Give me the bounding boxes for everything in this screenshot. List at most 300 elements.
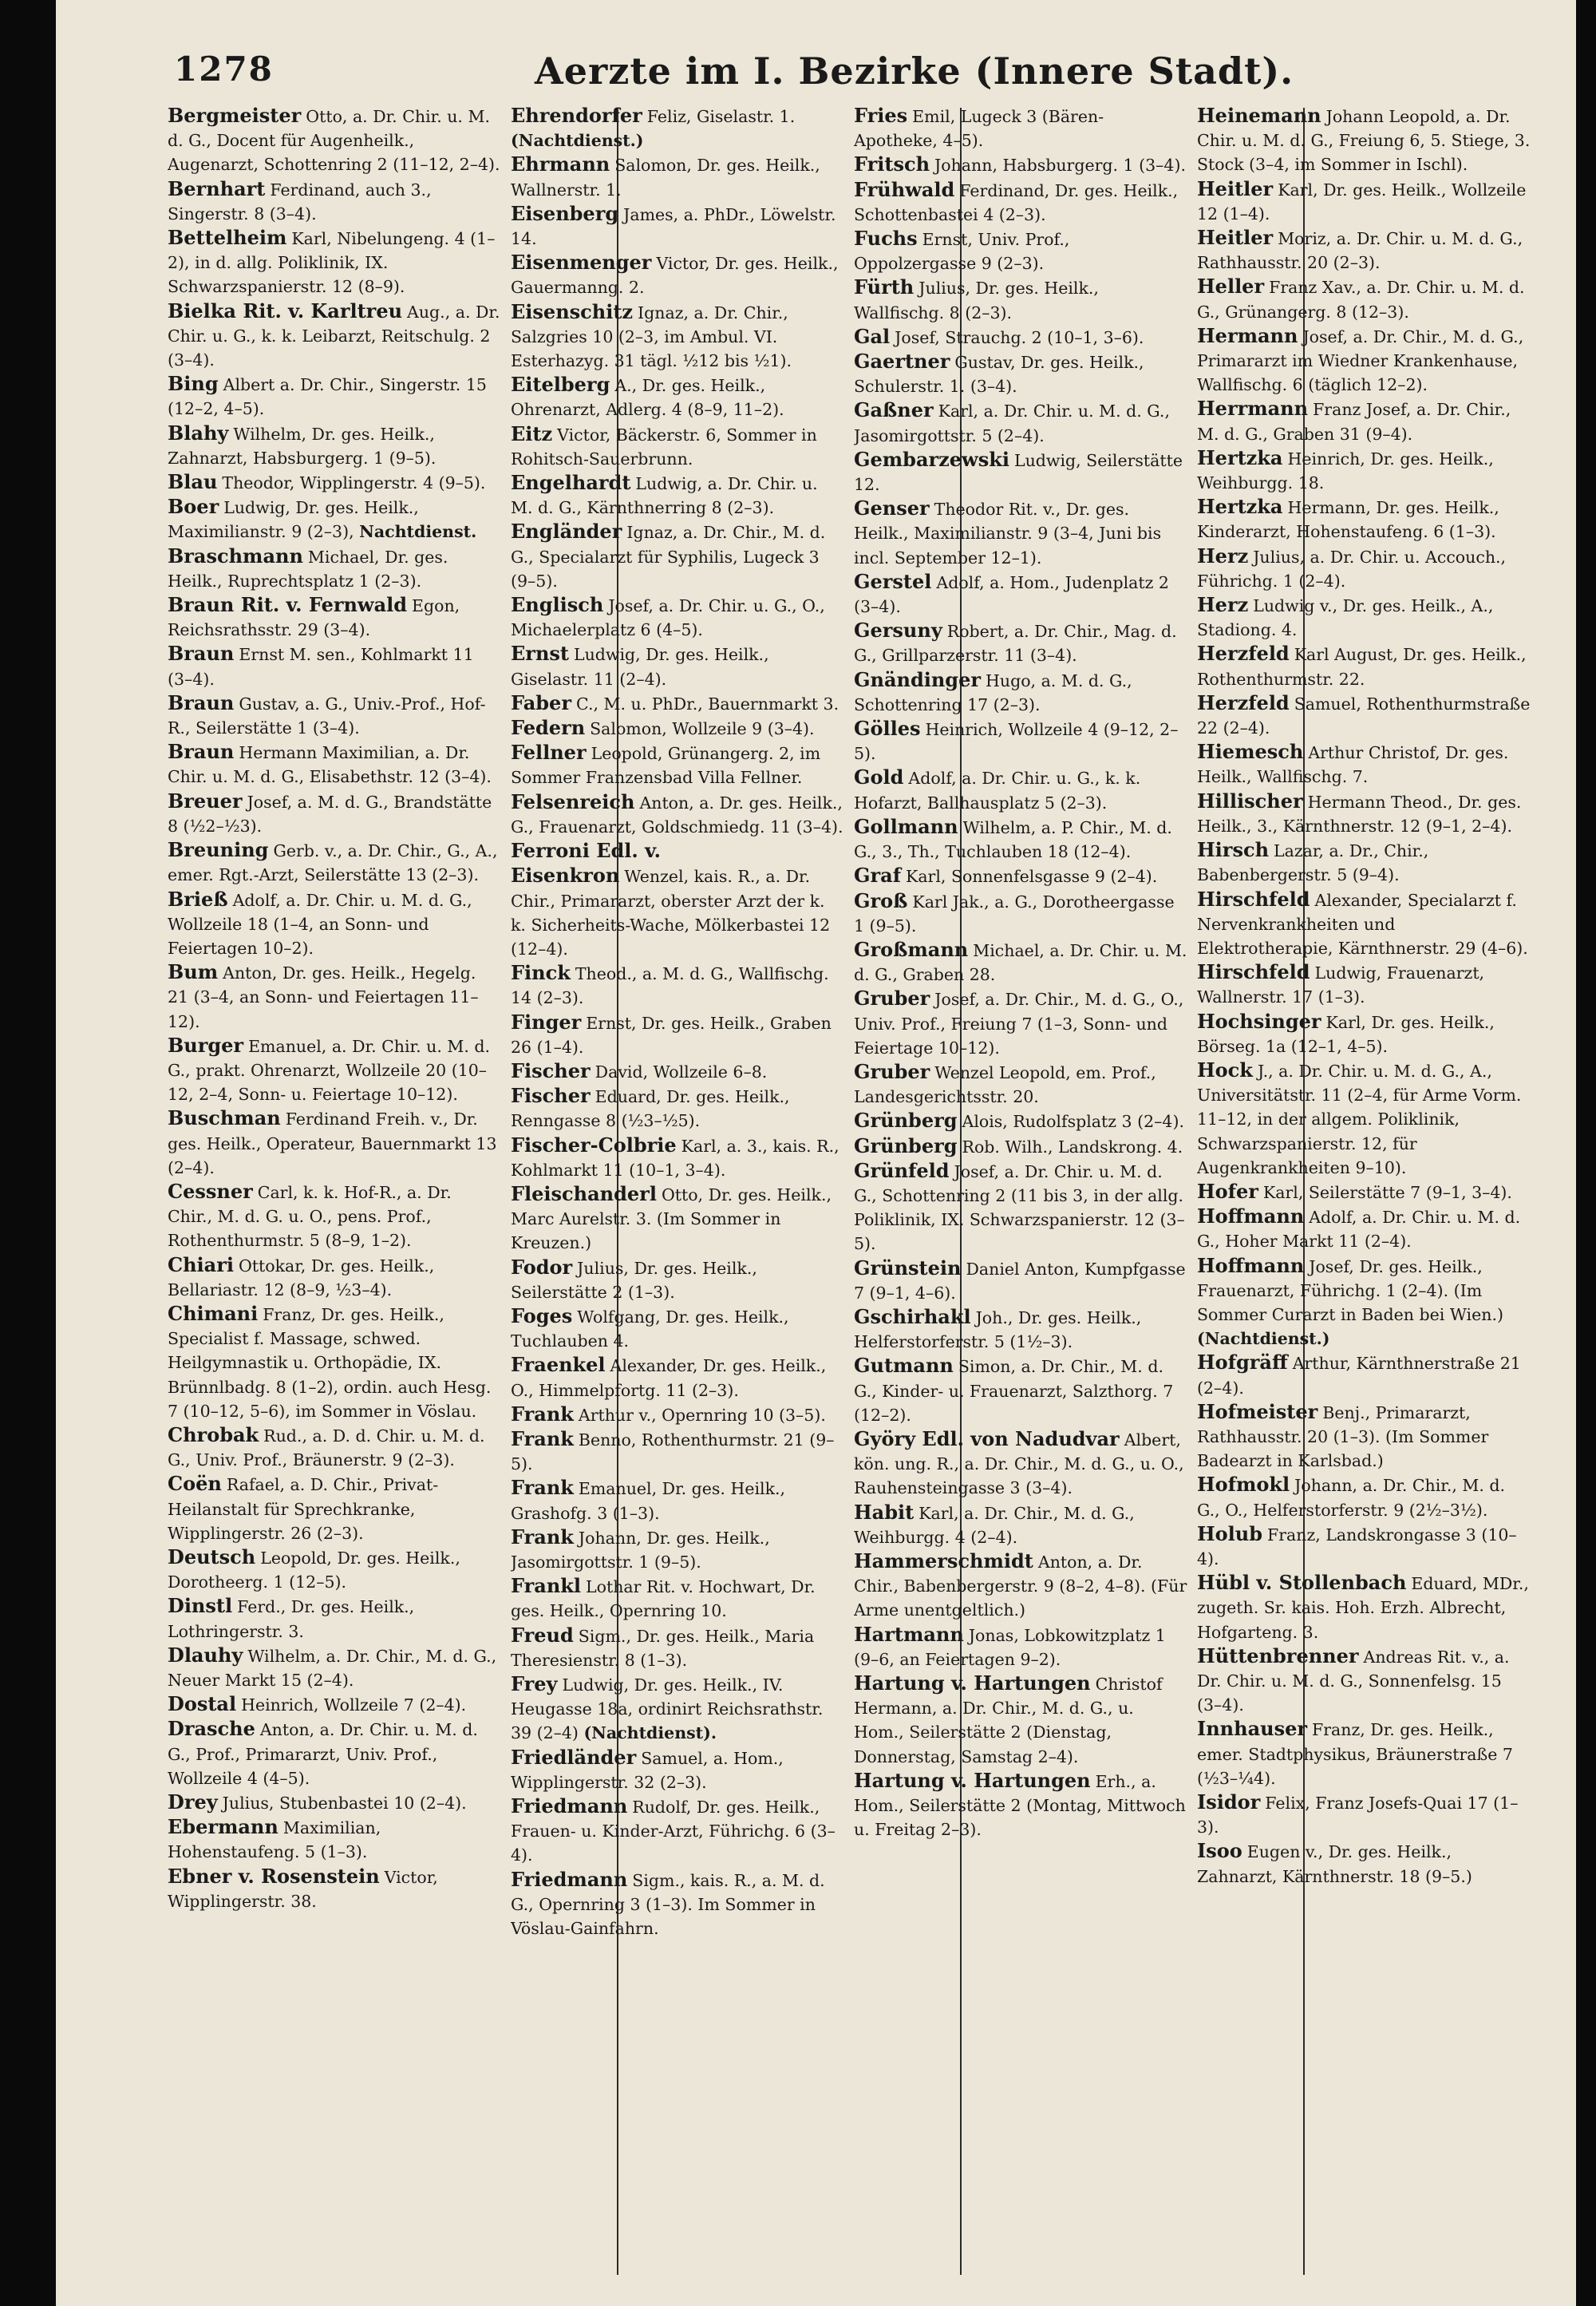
entry-details: Karl, Dr. ges. Heilk., Börseg. 1a (12–1, 4–5). xyxy=(1197,1012,1495,1056)
entry-details: Lazar, a. Dr., Chir., Babenbergerstr. 5 (9–4). xyxy=(1197,841,1429,885)
directory-entry xyxy=(1197,1571,1531,1644)
directory-entry xyxy=(168,421,501,470)
entry-surname: Heinemann xyxy=(1197,104,1321,127)
entry-details: J., a. Dr. Chir. u. M. d. G., A., Universitätstr. 11 (2–4, für Arme Vorm. 11–12, in der allgem. Poliklinik, Schwarzspanierstr. 12, für Augenkrankheiten 9–10). xyxy=(1197,1061,1522,1177)
entry-surname: Grünberg xyxy=(854,1133,958,1157)
directory-entry xyxy=(1197,1790,1531,1839)
directory-entry xyxy=(511,520,844,593)
entry-surname: Hartmann xyxy=(854,1622,964,1646)
directory-entry xyxy=(1197,1839,1531,1888)
directory-entry xyxy=(854,1427,1187,1501)
directory-entry xyxy=(511,1182,844,1256)
entry-surname: Hertzka xyxy=(1197,495,1283,519)
directory-entry xyxy=(511,422,844,471)
column-3 xyxy=(854,104,1187,2291)
entry-surname: Engländer xyxy=(511,520,622,544)
entry-surname: Hertzka xyxy=(1197,445,1283,469)
directory-entry xyxy=(511,1672,844,1746)
directory-entry xyxy=(511,593,844,642)
directory-entry xyxy=(168,1790,501,1815)
directory-entry xyxy=(511,104,844,152)
entry-surname: Györy Edl. von Nadudvar xyxy=(854,1426,1120,1450)
entry-surname: Finck xyxy=(511,961,571,985)
entry-surname: Ferroni Edl. v. Eisenkron xyxy=(511,839,662,888)
directory-entry xyxy=(854,1060,1187,1109)
entry-details: Sigm., Dr. ges. Heilk., Maria Theresienstr. 8 (1–3). xyxy=(511,1626,815,1670)
entry-details: Karl, a. Dr. Chir. u. M. d. G., Jasomirgottstr. 5 (2–4). xyxy=(854,401,1170,445)
entry-details: Wenzel Leopold, em. Prof., Landesgerichtsstr. 20. xyxy=(854,1062,1156,1107)
directory-entry xyxy=(854,1134,1187,1159)
entry-surname: Coën xyxy=(168,1472,222,1496)
directory-entry xyxy=(168,1472,501,1545)
entry-surname: Fodor xyxy=(511,1255,573,1279)
entry-details: Karl, Dr. ges. Heilk., Wollzeile 12 (1–4). xyxy=(1197,180,1527,223)
entry-details: Karl August, Dr. ges. Heilk., Rothenthurmstr. 22. xyxy=(1197,645,1527,689)
entry-details: Robert, a. Dr. Chir., Mag. d. G., Grillparzerstr. 11 (3–4). xyxy=(854,622,1177,666)
directory-entry xyxy=(168,838,501,887)
directory-entry xyxy=(854,570,1187,619)
entry-surname: Ehrendorfer xyxy=(511,104,642,127)
entry-surname: Großmann xyxy=(854,937,969,961)
directory-entry xyxy=(511,716,844,741)
directory-entry xyxy=(1197,740,1531,789)
entry-surname: Hüttenbrenner xyxy=(1197,1643,1359,1667)
entry-details: Ernst M. sen., Kohlmarkt 11 (3–4). xyxy=(168,645,474,689)
directory-entry xyxy=(854,668,1187,717)
entry-surname: Hillischer xyxy=(1197,789,1303,813)
directory-entry xyxy=(168,888,501,961)
entry-details: Victor, Bäckerstr. 6, Sommer in Rohitsch-Sauerbrunn. xyxy=(511,425,817,469)
entry-details: Ignaz, a. Dr. Chir., M. d. G., Specialarzt für Syphilis, Lugeck 3 (9–5). xyxy=(511,523,826,591)
entry-surname: Freud xyxy=(511,1623,574,1647)
entry-surname: Hofmeister xyxy=(1197,1399,1318,1423)
directory-entry xyxy=(854,1671,1187,1769)
entry-surname: Braun xyxy=(168,642,235,666)
directory-entry xyxy=(511,1402,844,1427)
directory-entry xyxy=(511,1059,844,1084)
directory-entry xyxy=(1197,1351,1531,1399)
directory-entry xyxy=(511,1794,844,1868)
entry-surname: Herz xyxy=(1197,544,1249,568)
entry-details: Hermann Theod., Dr. ges. Heilk., 3., Kärnthnerstr. 12 (9–1, 2–4). xyxy=(1197,792,1522,836)
entry-night-service: (Nachtdienst.) xyxy=(1197,1329,1330,1349)
directory-entry xyxy=(168,1717,501,1790)
directory-entry xyxy=(168,1034,501,1107)
directory-entry xyxy=(854,938,1187,987)
directory-entry xyxy=(1197,1204,1531,1253)
entry-details: Ferd., Dr. ges. Heilk., Lothringerstr. 3. xyxy=(168,1597,415,1641)
entry-details: Ludwig v., Dr. ges. Heilk., A., Stadiong. 4. xyxy=(1197,596,1494,640)
entry-surname: Hochsinger xyxy=(1197,1009,1321,1033)
directory-entry xyxy=(168,1423,501,1472)
entry-surname: Eitz xyxy=(511,421,553,445)
entry-surname: Fraenkel xyxy=(511,1353,606,1377)
entry-details: Franz, Landskrongasse 3 (10–4). xyxy=(1197,1525,1517,1568)
entry-surname: Fries xyxy=(854,104,908,127)
page-header xyxy=(56,49,1576,105)
entry-details: Sigm., kais. R., a. M. d. G., Opernring 3 (1–3). Im Sommer in Vöslau-Gainfahrn. xyxy=(511,1870,825,1939)
directory-entry xyxy=(854,1354,1187,1427)
entry-surname: Braun Rit. v. Fernwald xyxy=(168,593,408,617)
entry-details: Emanuel, a. Dr. Chir. u. M. d. G., prakt. Ohrenarzt, Wollzeile 20 (10–12, 2–4, Sonn- u. Feiertage 10–12). xyxy=(168,1036,491,1105)
directory-entry xyxy=(511,1133,844,1182)
column-2 xyxy=(511,104,844,2291)
entry-details: Samuel, Rothenthurmstraße 22 (2–4). xyxy=(1197,694,1531,738)
entry-details: A., Dr. ges. Heilk., Ohrenarzt, Adlerg. 4 (8–9, 11–2). xyxy=(511,376,784,420)
directory-entry xyxy=(854,1769,1187,1842)
entry-surname: Bing xyxy=(168,372,219,396)
entry-details: David, Wollzeile 6–8. xyxy=(595,1062,768,1082)
entry-details: Salomon, Wollzeile 9 (3–4). xyxy=(590,719,815,739)
entry-surname: Hübl v. Stollenbach xyxy=(1197,1571,1407,1595)
entry-surname: Gaßner xyxy=(854,398,934,422)
directory-entry xyxy=(854,717,1187,765)
entry-surname: Hammerschmidt xyxy=(854,1549,1033,1572)
entry-details: Wilhelm, Dr. ges. Heilk., Zahnarzt, Habsburgerg. 1 (9–5). xyxy=(168,424,437,468)
entry-details: Lothar Rit. v. Hochwart, Dr. ges. Heilk., Opernring 10. xyxy=(511,1577,816,1621)
entry-details: Karl, a. Dr. Chir., M. d. G., Weihburgg. 4 (2–4). xyxy=(854,1503,1135,1547)
directory-entry xyxy=(511,300,844,374)
entry-surname: Frankl xyxy=(511,1574,582,1598)
page-title: Aerzte im I. Bezirke (Innere Stadt). xyxy=(535,49,1294,93)
entry-details: Maximilian, Hohenstaufeng. 5 (1–3). xyxy=(168,1818,381,1862)
directory-entry xyxy=(511,741,844,789)
entry-surname: Fischer-Colbrie xyxy=(511,1133,677,1157)
entry-details: Josef, a. Dr. Chir. u. M. d. G., Schottenring 2 (11 bis 3, in der allg. Poliklinik, IX. Schwarzspanierstr. 12 (3–5). xyxy=(854,1161,1185,1254)
entry-details: Ernst, Univ. Prof., Oppolzergasse 9 (2–3). xyxy=(854,230,1070,274)
directory-entry xyxy=(168,1643,501,1692)
directory-entry xyxy=(854,1305,1187,1354)
entry-surname: Ebermann xyxy=(168,1815,279,1839)
entry-details: Albert, kön. ung. R., a. Dr. Chir., M. d. G., u. O., Rauhensteingasse 3 (3–4). xyxy=(854,1430,1184,1498)
entry-surname: Hofmokl xyxy=(1197,1473,1290,1497)
directory-entry xyxy=(168,1180,501,1253)
entry-details: Gerb. v., a. Dr. Chir., G., A., emer. Rgt.-Arzt, Seilerstätte 13 (2–3). xyxy=(168,841,498,885)
directory-entry xyxy=(511,1427,844,1476)
directory-entry xyxy=(511,373,844,421)
directory-entry xyxy=(511,642,844,690)
entry-surname: Groß xyxy=(854,888,908,912)
entry-surname: Bernhart xyxy=(168,176,266,200)
directory-entry xyxy=(168,104,501,177)
entry-surname: Ehrmann xyxy=(511,152,610,176)
entry-details: Adolf, a. Dr. Chir. u. G., k. k. Hofarzt, Ballhausplatz 5 (2–3). xyxy=(854,769,1141,813)
entry-surname: Fuchs xyxy=(854,227,918,251)
entry-details: Samuel, a. Hom., Wipplingerstr. 32 (2–3). xyxy=(511,1748,784,1792)
entry-details: Josef, a. M. d. G., Brandstätte 8 (½2–½3). xyxy=(168,792,492,836)
entry-details: Daniel Anton, Kumpfgasse 7 (9–1, 4–6). xyxy=(854,1259,1186,1303)
directory-entry xyxy=(168,1594,501,1643)
directory-entry xyxy=(168,740,501,789)
entry-details: Theodor, Wipplingerstr. 4 (9–5). xyxy=(222,473,486,493)
entry-details: Julius, Dr. ges. Heilk., Seilerstätte 2 (1–3). xyxy=(511,1258,757,1302)
entry-details: Hermann Maximilian, a. Dr. Chir. u. M. d. G., Elisabethstr. 12 (3–4). xyxy=(168,743,492,787)
entry-surname: Heitler xyxy=(1197,176,1274,200)
entry-details: Rud., a. D. d. Chir. u. M. d. G., Univ. Prof., Bräunerstr. 9 (2–3). xyxy=(168,1426,485,1470)
entry-surname: Isoo xyxy=(1197,1839,1242,1863)
entry-details: Karl, Nibelungeng. 4 (1–2), in d. allg. Poliklinik, IX. Schwarzspanierstr. 12 (8–9). xyxy=(168,229,496,297)
directory-entry xyxy=(854,864,1187,888)
entry-details: Andreas Rit. v., a. Dr. Chir. u. M. d. G., Sonnenfelsg. 15 (3–4). xyxy=(1197,1647,1510,1715)
directory-entry xyxy=(854,1109,1187,1133)
entry-surname: Fellner xyxy=(511,741,587,765)
entry-details: Julius, Dr. ges. Heilk., Wallfischg. 8 (2–3). xyxy=(854,279,1099,322)
entry-details: Alexander, Specialarzt f. Nervenkrankheiten und Elektrotherapie, Kärnthnerstr. 29 (4–6). xyxy=(1197,890,1528,958)
entry-details: Gustav, Dr. ges. Heilk., Schulerstr. 1. (3–4). xyxy=(854,353,1144,397)
entry-surname: Drasche xyxy=(168,1717,255,1741)
directory-entry xyxy=(1197,177,1531,226)
entry-details: Theodor Rit. v., Dr. ges. Heilk., Maximilianstr. 9 (3–4, Juni bis incl. September 12–1). xyxy=(854,500,1162,568)
entry-surname: Hartung v. Hartungen xyxy=(854,1671,1091,1695)
entry-surname: Felsenreich xyxy=(511,789,635,813)
entry-details: Heinrich, Dr. ges. Heilk., Weihburgg. 18. xyxy=(1197,449,1494,493)
entry-surname: Braun xyxy=(168,690,235,714)
directory-entry xyxy=(854,275,1187,324)
entry-surname: Gölles xyxy=(854,717,921,741)
entry-details: Ludwig, Frauenarzt, Wallnerstr. 17 (1–3). xyxy=(1197,963,1485,1007)
entry-surname: Blau xyxy=(168,470,218,494)
directory-entry xyxy=(1197,544,1531,593)
directory-page xyxy=(56,0,1576,2306)
entry-surname: Bettelheim xyxy=(168,226,287,250)
entry-surname: Heller xyxy=(1197,275,1265,299)
entry-details: Ludwig, Dr. ges. Heilk., Giselastr. 11 (2–4). xyxy=(511,645,769,689)
entry-surname: Gold xyxy=(854,765,904,789)
directory-entry xyxy=(168,1815,501,1864)
entry-details: Anton, Dr. ges. Heilk., Hegelg. 21 (3–4, an Sonn- und Feiertagen 11–12). xyxy=(168,963,479,1031)
column-4 xyxy=(1197,104,1531,2291)
entry-details: Johann, Dr. ges. Heilk., Jasomirgottstr. 1 (9–5). xyxy=(511,1528,770,1572)
entry-details: Karl, a. 3., kais. R., Kohlmarkt 11 (10–1, 3–4). xyxy=(511,1136,839,1180)
entry-details: Karl, Seilerstätte 7 (9–1, 3–4). xyxy=(1262,1182,1512,1202)
directory-entry xyxy=(168,372,501,421)
entry-surname: Gschirhakl xyxy=(854,1304,971,1328)
entry-surname: Fritsch xyxy=(854,152,930,176)
directory-entry xyxy=(1197,1180,1531,1204)
directory-entry xyxy=(1197,1400,1531,1473)
entry-surname: Gruber xyxy=(854,1059,930,1083)
entry-surname: Grünstein xyxy=(854,1256,962,1280)
entry-surname: Gollmann xyxy=(854,814,958,838)
directory-entry xyxy=(1197,1644,1531,1718)
directory-entry xyxy=(511,1304,844,1353)
entry-details: Victor, Wipplingerstr. 38. xyxy=(168,1867,438,1911)
entry-details: Ernst, Dr. ges. Heilk., Graben 26 (1–4). xyxy=(511,1013,832,1057)
directory-entry xyxy=(511,790,844,839)
directory-entry xyxy=(168,177,501,226)
directory-columns xyxy=(168,104,1540,2291)
entry-surname: Holub xyxy=(1197,1521,1263,1545)
entry-details: Moriz, a. Dr. Chir. u. M. d. G., Rathhausstr. 20 (2–3). xyxy=(1197,229,1523,273)
column-1 xyxy=(168,104,501,2291)
directory-entry xyxy=(1197,1010,1531,1058)
entry-surname: Graf xyxy=(854,864,902,888)
directory-entry xyxy=(854,496,1187,570)
entry-details: Eduard, MDr., zugeth. Sr. kais. Hoh. Erzh. Albrecht, Hofgarteng. 3. xyxy=(1197,1574,1529,1642)
entry-surname: Herzfeld xyxy=(1197,690,1290,714)
entry-details: Julius, a. Dr. Chir. u. Accouch., Führichg. 1 (2–4). xyxy=(1197,547,1507,591)
entry-details: Ludwig, Dr. ges. Heilk., IV. Heugasse 18a, ordinirt Reichsrathstr. 39 (2–4) xyxy=(511,1675,824,1743)
entry-surname: Friedländer xyxy=(511,1745,637,1769)
directory-entry xyxy=(854,448,1187,496)
entry-surname: Dinstl xyxy=(168,1594,233,1618)
entry-surname: Brieß xyxy=(168,887,228,911)
entry-details: Johann, a. Dr. Chir., M. d. G., O., Helferstorferstr. 9 (2½–3½). xyxy=(1197,1476,1506,1520)
directory-entry xyxy=(511,1746,844,1794)
directory-entry xyxy=(854,815,1187,864)
directory-entry xyxy=(168,1302,501,1423)
entry-surname: Fleischanderl xyxy=(511,1181,657,1205)
directory-entry xyxy=(854,152,1187,177)
entry-details: Aug., a. Dr. Chir. u. G., k. k. Leibarzt, Reitschulg. 2 (3–4). xyxy=(168,302,500,370)
directory-entry xyxy=(511,961,844,1010)
entry-details: Josef, a. Dr. Chir., M. d. G., O., Univ. Prof., Freiung 7 (1–3, Sonn- und Feiertage 10–12). xyxy=(854,990,1184,1058)
directory-entry xyxy=(168,1106,501,1180)
entry-surname: Frank xyxy=(511,1402,574,1426)
entry-details: Benj., Primararzt, Rathhausstr. 20 (1–3). (Im Sommer Badearzt in Karlsbad.) xyxy=(1197,1402,1489,1471)
entry-details: Franz Xav., a. Dr. Chir. u. M. d. G., Grünangerg. 8 (12–3). xyxy=(1197,278,1525,322)
entry-surname: Gutmann xyxy=(854,1354,954,1378)
entry-details: Leopold, Dr. ges. Heilk., Dorotheerg. 1 (12–5). xyxy=(168,1548,460,1592)
directory-entry xyxy=(854,619,1187,667)
entry-details: Hermann, Dr. ges. Heilk., Kinderarzt, Hohenstaufeng. 6 (1–3). xyxy=(1197,498,1499,542)
directory-entry xyxy=(1197,397,1531,445)
entry-surname: Hock xyxy=(1197,1058,1253,1082)
entry-surname: Heitler xyxy=(1197,226,1274,250)
directory-entry xyxy=(854,104,1187,152)
directory-entry xyxy=(1197,446,1531,495)
entry-details: Karl Jak., a. G., Dorotheergasse 1 (9–5). xyxy=(854,892,1175,935)
directory-entry xyxy=(1197,1717,1531,1790)
entry-surname: Boer xyxy=(168,495,219,519)
directory-entry xyxy=(168,495,501,544)
directory-entry xyxy=(511,471,844,520)
directory-entry xyxy=(1197,104,1531,177)
entry-night-service: Nachtdienst. xyxy=(359,522,477,542)
entry-surname: Blahy xyxy=(168,421,229,445)
entry-details: Hugo, a. M. d. G., Schottenring 17 (2–3). xyxy=(854,670,1132,714)
entry-surname: Deutsch xyxy=(168,1545,256,1568)
directory-entry xyxy=(168,691,501,740)
entry-surname: Burger xyxy=(168,1033,244,1057)
entry-surname: Foges xyxy=(511,1303,573,1327)
entry-surname: Hirschfeld xyxy=(1197,887,1310,911)
entry-surname: Habit xyxy=(854,1500,915,1524)
entry-surname: Chrobak xyxy=(168,1422,259,1446)
entry-details: Arthur, Kärnthnerstraße 21 (2–4). xyxy=(1197,1354,1521,1398)
directory-entry xyxy=(1197,1254,1531,1351)
directory-entry xyxy=(511,1525,844,1574)
directory-entry xyxy=(168,544,501,593)
directory-entry xyxy=(1197,838,1531,887)
entry-surname: Eisenschitz xyxy=(511,299,634,323)
entry-details: Theod., a. M. d. G., Wallfischg. 14 (2–3). xyxy=(511,964,829,1008)
entry-details: Rob. Wilh., Landskrong. 4. xyxy=(962,1137,1183,1157)
directory-entry xyxy=(168,1865,501,1913)
entry-details: Jonas, Lobkowitzplatz 1 (9–6, an Feiertagen 9–2). xyxy=(854,1625,1166,1669)
directory-entry xyxy=(168,593,501,642)
directory-entry xyxy=(168,470,501,495)
entry-details: Johann Leopold, a. Dr. Chir. u. M. d. G., Freiung 6, 5. Stiege, 3. Stock (3–4, im Sommer in Ischl). xyxy=(1197,107,1531,175)
entry-surname: Engelhardt xyxy=(511,471,631,495)
entry-details: Wilhelm, a. P. Chir., M. d. G., 3., Th., Tuchlauben 18 (12–4). xyxy=(854,817,1172,862)
directory-entry xyxy=(168,226,501,299)
directory-entry xyxy=(168,642,501,690)
directory-entry xyxy=(511,1353,844,1402)
entry-surname: Ebner v. Rosenstein xyxy=(168,1864,380,1888)
directory-entry xyxy=(1197,691,1531,740)
directory-entry xyxy=(854,1549,1187,1623)
directory-entry xyxy=(511,251,844,299)
directory-entry xyxy=(1197,1058,1531,1180)
entry-details: Adolf, a. Dr. Chir. u. M. d. G., Wollzeile 18 (1–4, an Sonn- und Feiertagen 10–2). xyxy=(168,890,472,958)
directory-entry xyxy=(511,1256,844,1304)
directory-entry xyxy=(1197,1522,1531,1571)
directory-entry xyxy=(1197,642,1531,690)
entry-details: Wenzel, kais. R., a. Dr. Chir., Primararzt, oberster Arzt der k. k. Sicherheits-Wache, Mölkerbastei 12 (12–4). xyxy=(511,867,831,959)
directory-entry xyxy=(1197,495,1531,544)
directory-entry xyxy=(511,1868,844,1941)
entry-surname: Hiemesch xyxy=(1197,740,1304,764)
entry-details: Ferdinand, auch 3., Singerstr. 8 (3–4). xyxy=(168,180,432,223)
entry-details: Emanuel, Dr. ges. Heilk., Grashofg. 3 (1–3). xyxy=(511,1479,786,1523)
entry-surname: Hoffmann xyxy=(1197,1204,1305,1228)
entry-details: Rudolf, Dr. ges. Heilk., Frauen- u. Kinder-Arzt, Führichg. 6 (3–4). xyxy=(511,1798,836,1865)
entry-surname: Gruber xyxy=(854,987,930,1011)
directory-entry xyxy=(511,1624,844,1672)
directory-entry xyxy=(511,1476,844,1525)
entry-surname: Frank xyxy=(511,1426,574,1450)
entry-surname: Drey xyxy=(168,1790,218,1814)
entry-surname: Federn xyxy=(511,716,586,740)
entry-details: Ottokar, Dr. ges. Heilk., Bellariastr. 12 (8–9, ½3–4). xyxy=(168,1256,435,1299)
directory-entry xyxy=(1197,1473,1531,1521)
entry-surname: Fischer xyxy=(511,1058,591,1082)
entry-details: Arthur Christof, Dr. ges. Heilk., Wallfischg. 7. xyxy=(1197,743,1509,787)
entry-surname: Herrmann xyxy=(1197,397,1309,421)
entry-surname: Eisenberg xyxy=(511,201,619,225)
entry-surname: Frey xyxy=(511,1672,558,1695)
directory-entry xyxy=(854,765,1187,814)
directory-entry xyxy=(168,1692,501,1717)
entry-details: Simon, a. Dr. Chir., M. d. G., Kinder- u. Frauenarzt, Salzthorg. 7 (12–2). xyxy=(854,1357,1174,1425)
entry-surname: Hoffmann xyxy=(1197,1253,1305,1277)
entry-surname: Ernst xyxy=(511,642,569,666)
directory-entry xyxy=(1197,789,1531,838)
entry-details: Wilhelm, a. Dr. Chir., M. d. G., Neuer Markt 15 (2–4). xyxy=(168,1646,497,1690)
directory-entry xyxy=(511,1011,844,1059)
directory-entry xyxy=(168,1253,501,1302)
entry-surname: Grünfeld xyxy=(854,1158,950,1182)
entry-details: Eugen v., Dr. ges. Heilk., Zahnarzt, Kärnthnerstr. 18 (9–5.) xyxy=(1197,1842,1472,1886)
entry-details: Joh., Dr. ges. Heilk., Helferstorferstr. 5 (1½–3). xyxy=(854,1307,1142,1352)
entry-details: Michael, a. Dr. Chir. u. M. d. G., Graben 28. xyxy=(854,940,1187,985)
entry-details: Otto, a. Dr. Chir. u. M. d. G., Docent für Augenheilk., Augenarzt, Schottenring 2 (11–12, 2–4). xyxy=(168,107,500,175)
entry-details: Josef, Strauchg. 2 (10–1, 3–6). xyxy=(895,327,1144,347)
directory-entry xyxy=(511,1574,844,1623)
entry-details: Rafael, a. D. Chir., Privat-Heilanstalt für Sprechkranke, Wipplingerstr. 26 (2–3). xyxy=(168,1475,439,1543)
directory-entry xyxy=(854,350,1187,398)
entry-surname: Hirschfeld xyxy=(1197,960,1310,984)
entry-surname: Gal xyxy=(854,324,891,348)
entry-details: Ignaz, a. Dr. Chir., Salzgries 10 (2–3, im Ambul. VI. Esterhazyg. 31 tägl. ½12 bis ½1). xyxy=(511,303,792,371)
entry-surname: Dlauhy xyxy=(168,1643,243,1667)
entry-details: Salomon, Dr. ges. Heilk., Wallnerstr. 1. xyxy=(511,156,820,200)
entry-details: Ludwig, Dr. ges. Heilk., Maximilianstr. 9 (2–3), xyxy=(168,498,419,542)
entry-surname: Hermann xyxy=(1197,323,1298,347)
entry-surname: Eitelberg xyxy=(511,373,610,397)
entry-surname: Genser xyxy=(854,496,930,520)
